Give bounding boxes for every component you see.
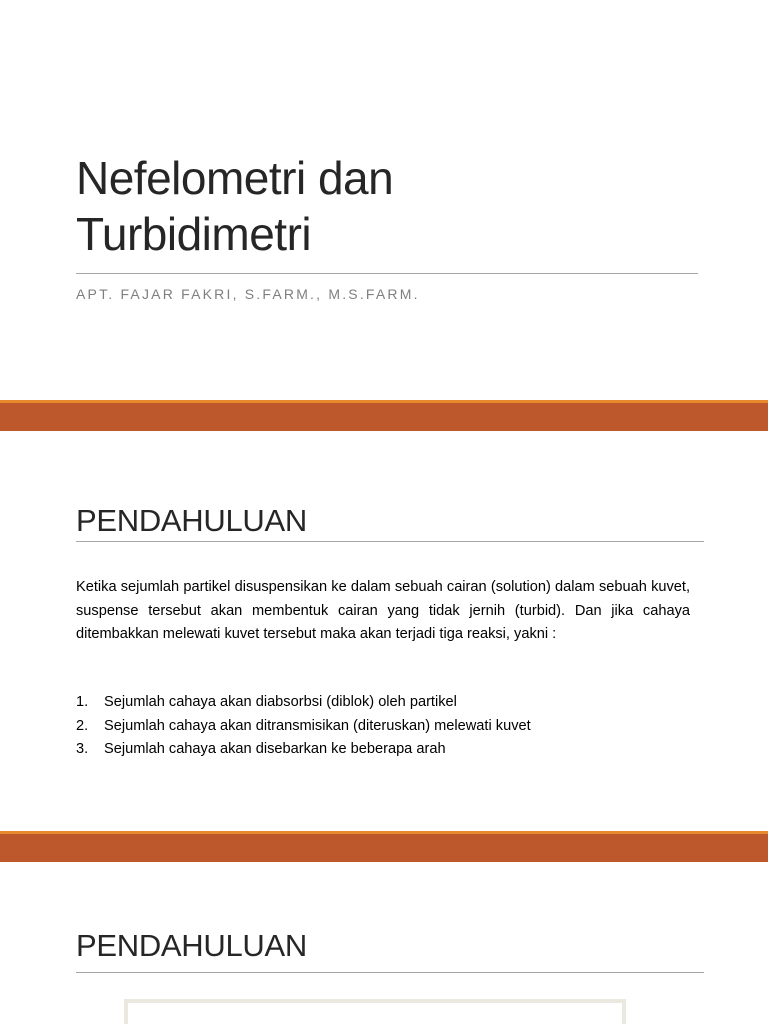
intro-paragraph: Ketika sejumlah partikel disuspensikan ke dalam sebuah cairan (solution) dalam sebuah kuvet, suspense tersebut akan membentuk cairan yang tidak jernih (turbid). Dan jika cahaya ditembakkan melewati kuvet tersebut maka akan terjadi tiga reaksi, yakni :	[76, 579, 690, 642]
heading-divider-line	[76, 541, 704, 542]
slide-separator-band	[0, 831, 768, 862]
list-item	[76, 691, 531, 715]
title-line-2: Turbidimetri	[76, 208, 312, 260]
slide-image-frame	[124, 999, 626, 1024]
list-item	[76, 715, 531, 739]
section-heading: PENDAHULUAN	[76, 928, 307, 963]
list-item-text: Sejumlah cahaya akan ditransmisikan (diteruskan) melewati kuvet	[104, 717, 531, 734]
reaction-list	[76, 691, 531, 762]
intro-slide	[0, 431, 768, 831]
list-item-number: 1.	[76, 694, 89, 710]
list-item-text: Sejumlah cahaya akan diabsorbsi (diblok) oleh partikel	[104, 694, 457, 710]
title-divider-line	[76, 273, 698, 274]
list-item-text: Sejumlah cahaya akan disebarkan ke beberapa arah	[104, 741, 446, 757]
heading-divider-line	[76, 972, 704, 973]
list-item-number: 3.	[76, 741, 89, 757]
presentation-title	[76, 150, 696, 262]
third-slide	[0, 862, 768, 1024]
author-subtitle: APT. FAJAR FAKRI, S.FARM., M.S.FARM.	[76, 286, 420, 302]
slide-separator-band	[0, 400, 768, 431]
list-item	[76, 738, 531, 762]
title-line-1: Nefelometri dan	[76, 152, 394, 204]
title-slide	[0, 0, 768, 400]
section-heading: PENDAHULUAN	[76, 503, 307, 538]
list-item-number: 2.	[76, 717, 89, 734]
